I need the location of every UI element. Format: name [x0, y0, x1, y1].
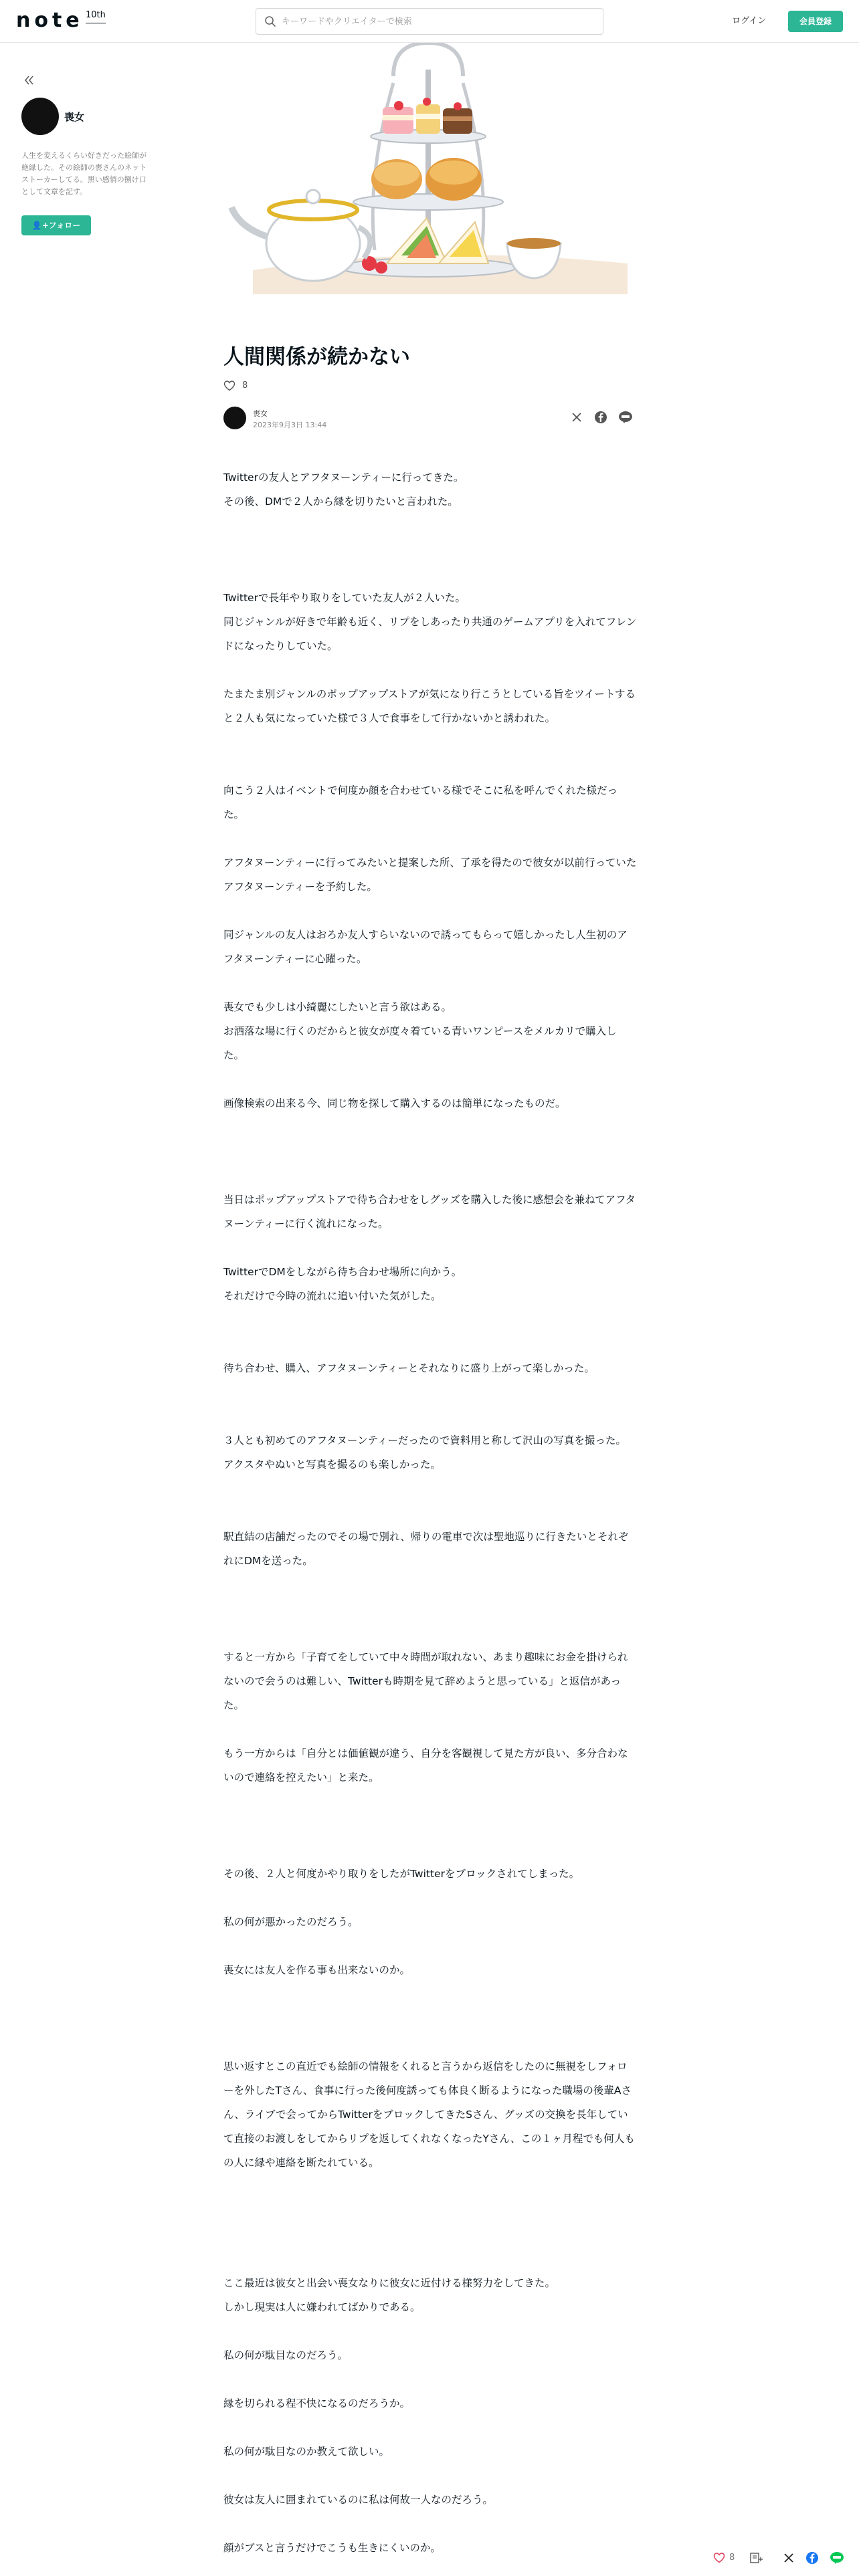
heart-icon[interactable] [713, 2552, 725, 2564]
paragraph: 私の何が駄目なのか教えて欲しい。 [223, 2446, 390, 2458]
add-user-icon: 👤+ [31, 221, 49, 230]
follow-label: フォロー [48, 221, 81, 230]
article-title: 人間関係が続かない [223, 345, 410, 369]
afternoon-tea-illustration [226, 43, 633, 294]
creator-bio: 人生を変えるくらい好きだった絵師が絶縁した。その絵師の喪さんのネットストーカーしてる。黒い感情の捌け口として文章を記す。 [21, 151, 147, 196]
author-avatar[interactable] [223, 407, 246, 429]
paragraph: 待ち合わせ、購入、アフタヌーンティーとそれなりに盛り上がって楽しかった。 [223, 1362, 595, 1374]
paragraph: 向こう２人はイベントで何度か顔を合わせている様でそこに私を呼んでくれた様だった。 [223, 784, 618, 821]
post-date: 2023年9月3日 13:44 [253, 421, 327, 429]
paragraph: 当日はポップアップストアで待ち合わせをしグッズを購入した後に感想会を兼ねてアフタヌーンティーに行く流れになった。 [223, 1194, 636, 1230]
note-logo[interactable]: note [16, 9, 84, 32]
paragraph: もう一方からは「自分とは価値観が違う、自分を客観視して見た方が良い、多分合わないので連絡を控えたい」と来た。 [223, 1747, 628, 1784]
chevron-double-left-icon[interactable] [23, 74, 36, 87]
paragraph: TwitterでDMをしながら待ち合わせ場所に向かう。 それだけで今時の流れに追い付いた気がした。 [223, 1266, 462, 1302]
floating-action-bar [709, 2549, 856, 2567]
paragraph: ここ最近は彼女と出会い喪女なりに彼女に近付ける様努力をしてきた。 しかし現実は人に嫌われてばかりである。 [223, 2277, 556, 2313]
follow-button[interactable] [21, 215, 91, 235]
paragraph: すると一方から「子育てをしていて中々時間が取れない、あまり趣味にお金を掛けられないので会うのは難しい、Twitterも時期を見て辞めようと思っている」と返信があった。 [223, 1651, 628, 1711]
search-input[interactable] [282, 13, 589, 30]
heart-icon[interactable] [223, 380, 235, 392]
paragraph: 私の何が駄目なのだろう。 [223, 2349, 349, 2361]
paragraph: Twitterの友人とアフタヌーンティーに行ってきた。 その後、DMで２人から縁を切りたいと言われた。 [223, 471, 464, 508]
creator-name[interactable]: 喪女 [64, 111, 85, 123]
anniversary-badge: 10th [86, 9, 106, 23]
paragraph: 思い返すとこの直近でも絵師の情報をくれると言うから返信をしたのに無視をしフォローを外したTさん、食事に行った後何度誘っても体良く断るようになった職場の後輩Aさん、ライブで会ってからTwitterをブロックしてきたSさん、グッズの交換を長年していて直接のお渡しをしてからリプを返してくれなくなったYさん、この１ヶ月程でも何人もの人に縁や連絡を断たれている。 [223, 2060, 635, 2169]
creator-avatar[interactable] [21, 98, 59, 135]
x-share-icon[interactable] [783, 2552, 795, 2564]
paragraph: ３人とも初めてのアフタヌーンティーだったので資料用と称して沢山の写真を撮った。 アクスタやぬいと写真を撮るのも楽しかった。 [223, 1434, 626, 1471]
line-share-icon[interactable] [830, 2551, 844, 2565]
search-icon [264, 15, 276, 27]
hero-image [226, 43, 633, 294]
author-row [223, 407, 638, 431]
paragraph: 同ジャンルの友人はおろか友人すらいないので誘ってもらって嬉しかったし人生初のアフタヌーンティーに心躍った。 [223, 929, 628, 965]
paragraph: たまたま別ジャンルのポップアップストアが気になり行こうとしている旨をツイートすると２人も気になっていた様で３人で食事をして行かないかと誘われた。 [223, 688, 636, 724]
line-share-icon[interactable] [618, 411, 633, 424]
paragraph: その後、２人と何度かやり取りをしたがTwitterをブロックされてしまった。 [223, 1868, 580, 1880]
login-button[interactable]: ログイン [732, 16, 767, 26]
paragraph: 彼女は友人に囲まれているのに私は何故一人なのだろう。 [223, 2494, 494, 2506]
x-share-icon[interactable] [570, 411, 583, 424]
magazine-add-icon[interactable] [749, 2552, 763, 2564]
facebook-share-icon[interactable] [594, 411, 607, 424]
paragraph: 私の何が悪かったのだろう。 [223, 1916, 359, 1928]
paragraph: 縁を切られる程不快になるのだろうか。 [223, 2397, 411, 2409]
paragraph: Twitterで長年やり取りをしていた友人が２人いた。 同じジャンルが好きで年齢も近く、リプをしあったり共通のゲームアプリを入れてフレンドになったりしていた。 [223, 592, 637, 652]
signup-button[interactable]: 会員登録 [788, 11, 843, 32]
paragraph: アフタヌーンティーに行ってみたいと提案した所、了承を得たので彼女が以前行っていたアフタヌーンティーを予約した。 [223, 857, 637, 893]
paragraph: 画像検索の出来る今、同じ物を探して購入するのは簡単になったものだ。 [223, 1097, 566, 1109]
paragraph: 顔がブスと言うだけでこうも生きにくいのか。 [223, 2542, 441, 2554]
paragraph: 喪女には友人を作る事も出来ないのか。 [223, 1964, 411, 1976]
like-count: 8 [729, 2553, 735, 2563]
author-name[interactable]: 喪女 [253, 409, 268, 418]
paragraph: 喪女でも少しは小綺麗にしたいと言う欲はある。 お洒落な場に行くのだからと彼女が度々着ている青いワンピースをメルカリで購入した。 [223, 1001, 617, 1061]
site-header [0, 0, 859, 43]
like-count: 8 [242, 381, 248, 391]
search-box[interactable] [256, 8, 603, 35]
paragraph: 駅直結の店舗だったのでその場で別れ、帰りの電車で次は聖地巡りに行きたいとそれぞれにDMを送った。 [223, 1531, 629, 1567]
facebook-share-icon[interactable] [805, 2551, 819, 2565]
